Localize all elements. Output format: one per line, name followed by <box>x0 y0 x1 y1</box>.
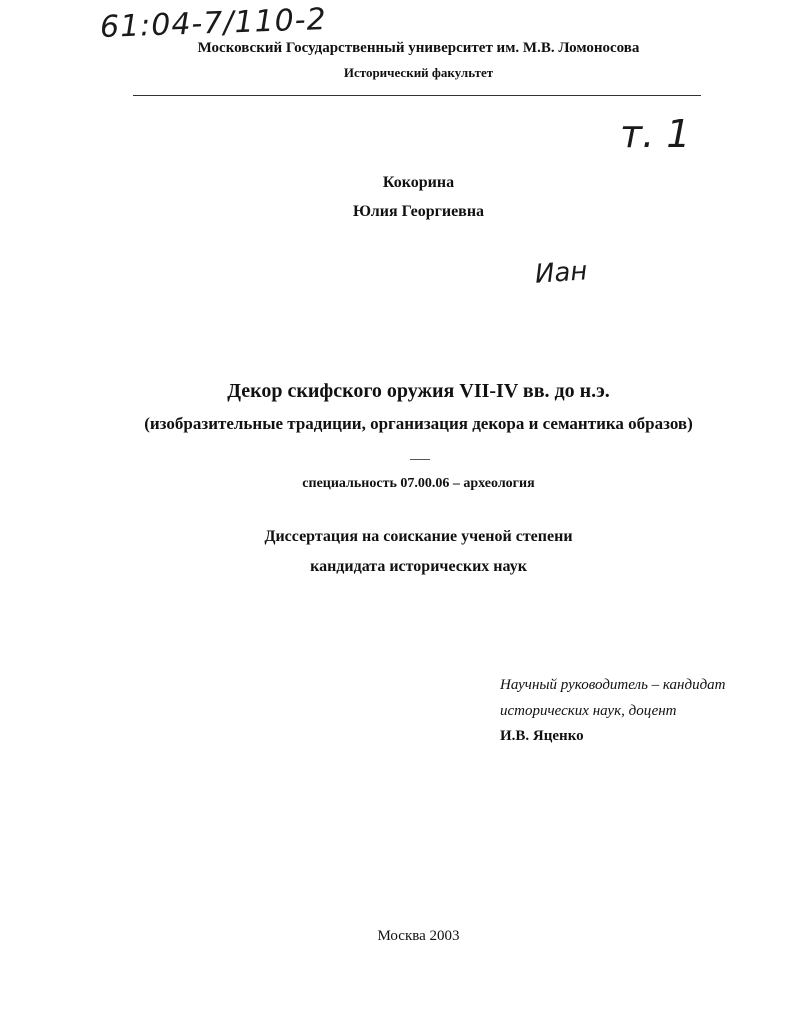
faculty-name: Исторический факультет <box>343 65 494 80</box>
supervisor-title-line-2: исторических наук, доцент <box>500 703 677 719</box>
speciality: специальность 07.00.06 – археология <box>302 476 535 491</box>
handwritten-volume-mark: т. 1 <box>620 112 691 156</box>
author-surname: Кокорина <box>382 174 455 191</box>
dissertation-title: Декор скифского оружия VII-IV вв. до н.э. <box>227 380 610 402</box>
handwritten-signature: Иан <box>534 256 589 290</box>
supervisor-title-line-1: Научный руководитель – кандидат <box>500 677 726 693</box>
dissertation-subtitle: (изобразительные традиции, организация декора и семантика образов) <box>144 414 693 433</box>
handwritten-catalog-number: 61:04-7/110-2 <box>99 2 328 45</box>
place-and-year: Москва 2003 <box>377 928 460 944</box>
degree-line-2: кандидата исторических наук <box>310 558 527 575</box>
author-given-names: Юлия Георгиевна <box>352 203 485 220</box>
university-name: Московский Государственный университет им. М.В. Ломоносова <box>197 40 640 56</box>
supervisor-name: И.В. Яценко <box>500 728 584 744</box>
degree-line-1: Диссертация на соискание ученой степени <box>264 528 573 545</box>
header-divider <box>133 95 701 96</box>
stray-mark <box>410 459 430 460</box>
